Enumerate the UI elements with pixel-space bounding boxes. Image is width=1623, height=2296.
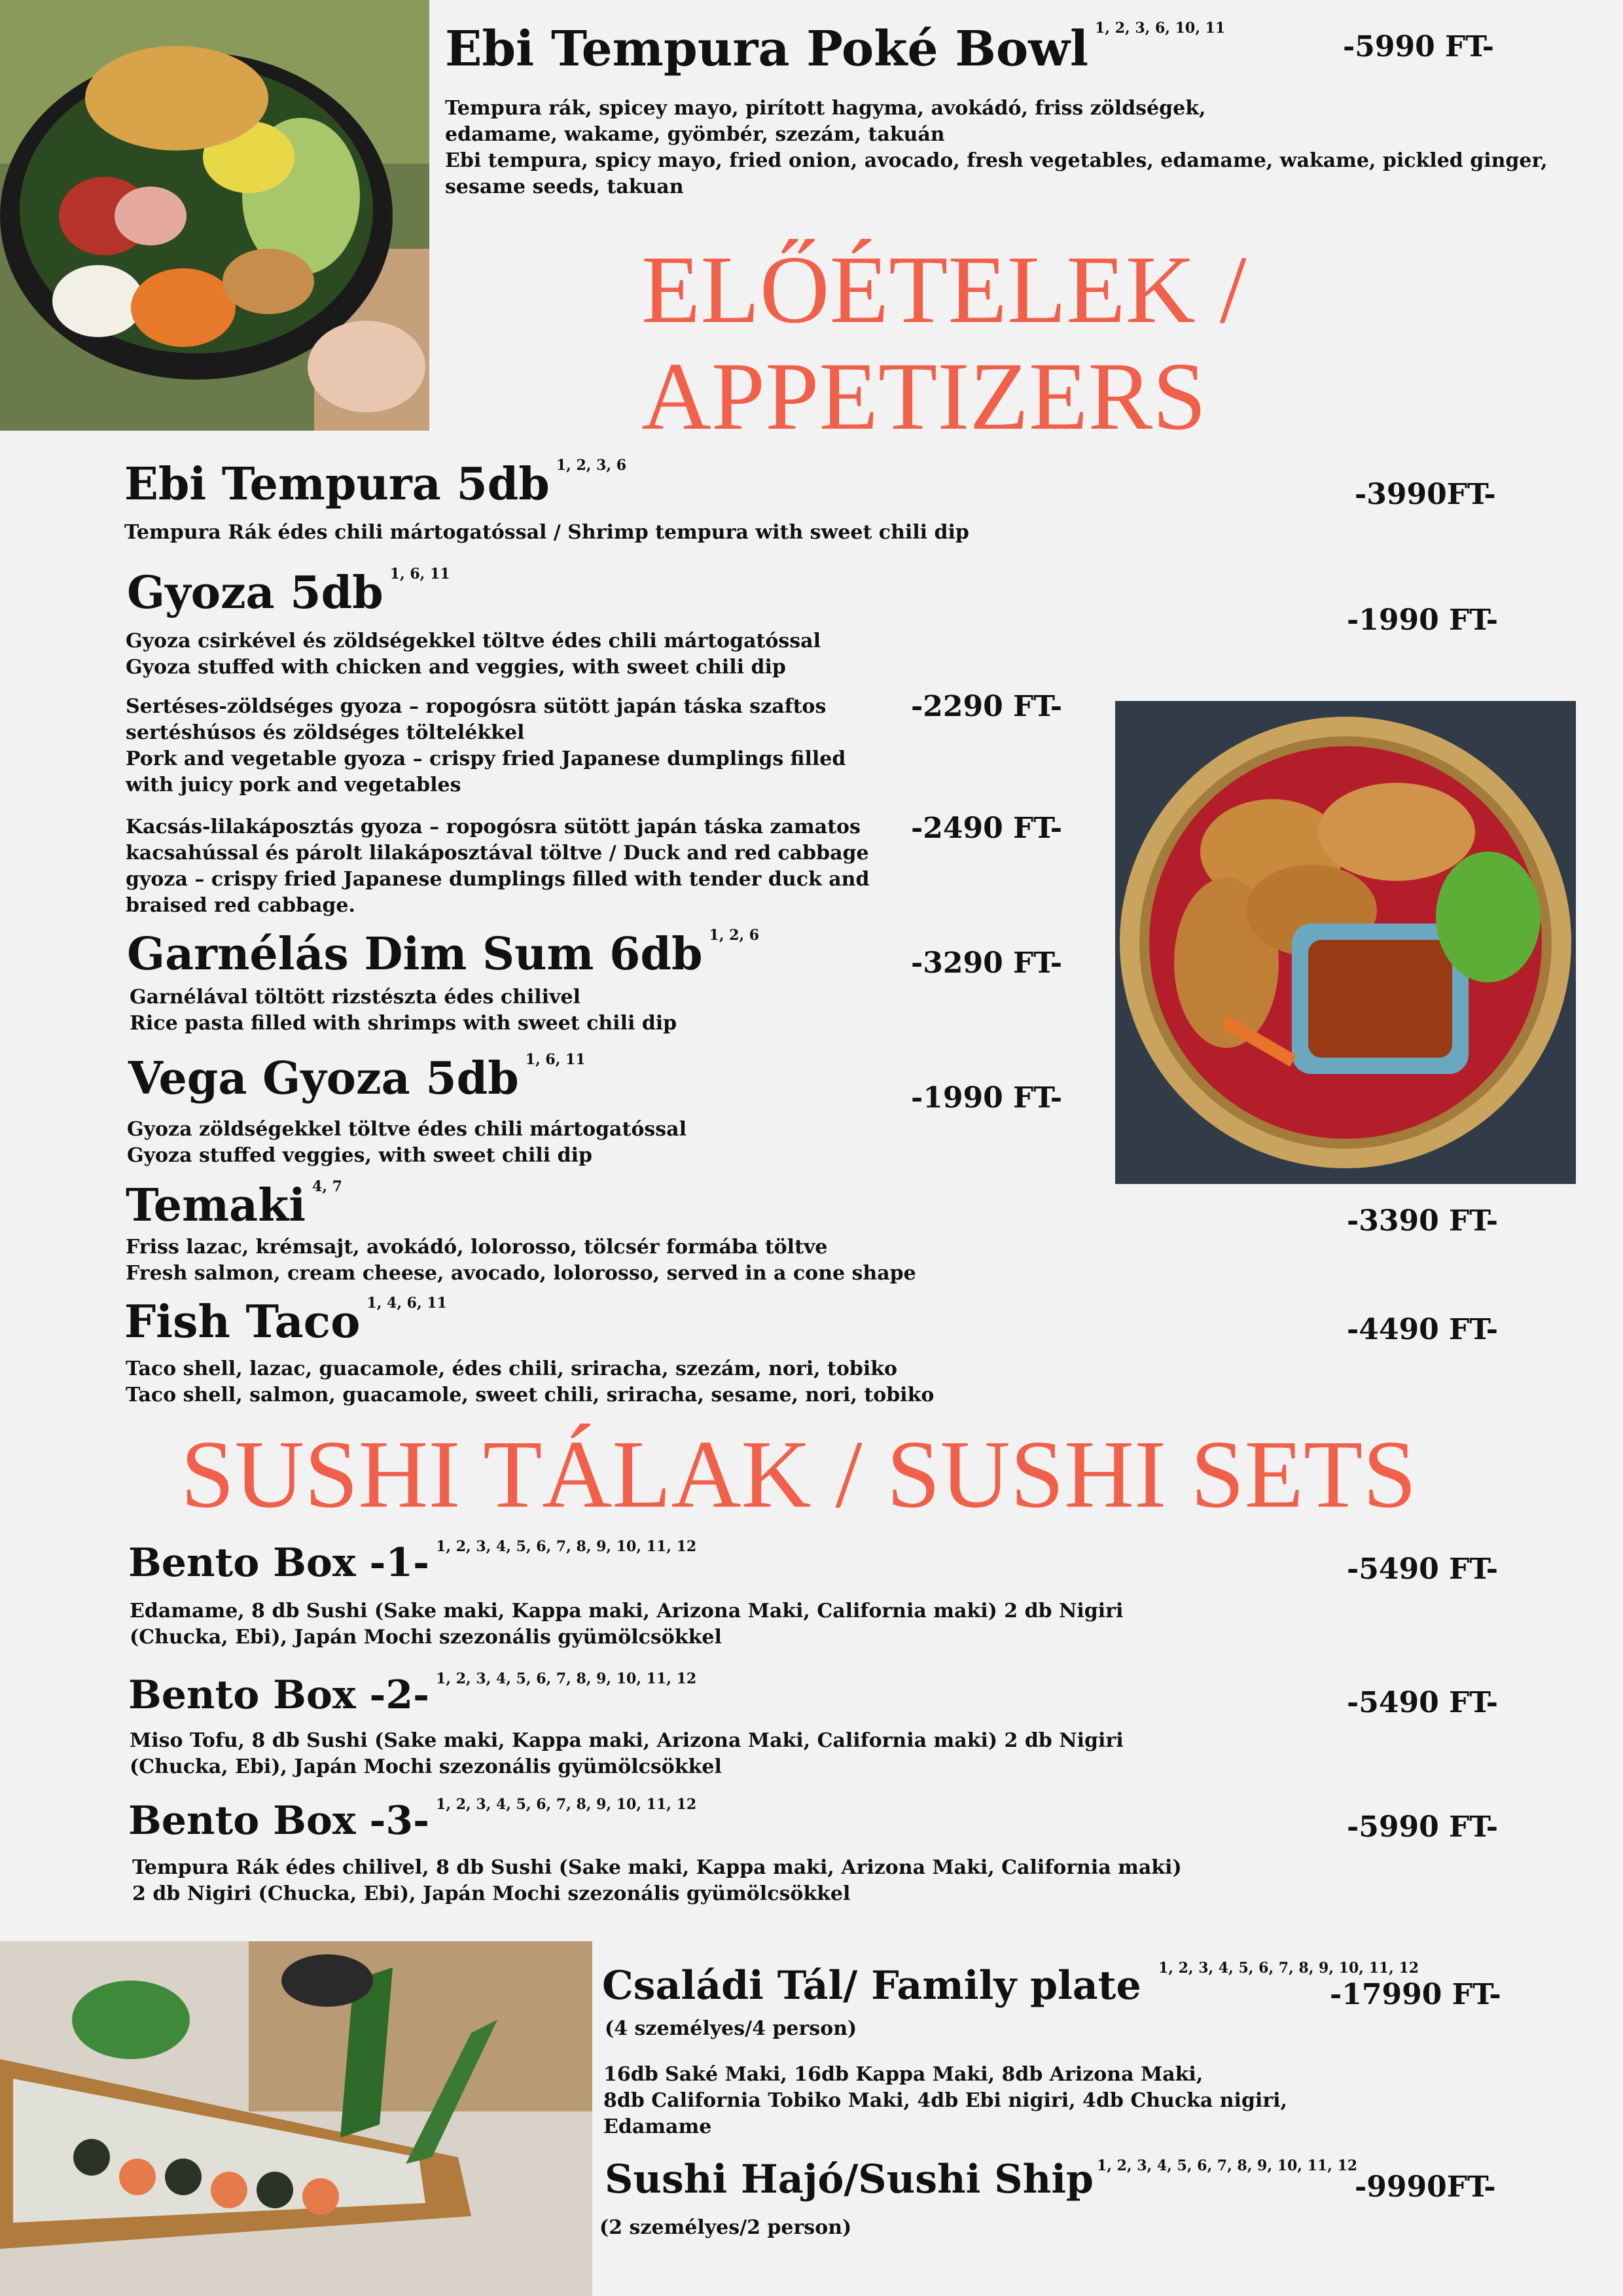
item-title: Garnélás Dim Sum 6db $^{1, 2, 6}$ xyxy=(127,927,760,980)
item-description: Garnélával töltött rizstészta édes chilivel Rice pasta filled with shrimps with sweet chili dip xyxy=(130,986,677,1035)
allergen-codes: 1, 2, 3, 4, 5, 6, 7, 8, 9, 10, 11, 12 xyxy=(436,1670,697,1687)
gyoza-photo xyxy=(1115,701,1576,1184)
item-description: 16db Saké Maki, 16db Kappa Maki, 8db Arizona Maki, 8db California Tobiko Maki, 4db Ebi nigiri, 4db Chucka nigiri, Edamame xyxy=(603,2063,1287,2138)
serving-note: (4 személyes/4 person) xyxy=(605,2017,857,2040)
item-price: -3990FT- xyxy=(1355,478,1496,511)
item-title: Gyoza 5db $^{1, 6, 11}$ xyxy=(127,565,450,619)
poke-bowl-item xyxy=(445,20,1226,77)
allergen-codes: 1, 6, 11 xyxy=(389,565,450,583)
section-heading-appetizers: ELŐÉTELEK / APPETIZERS xyxy=(641,236,1247,450)
serving-note: (2 személyes/2 person) xyxy=(599,2216,852,2239)
item-description: Tempura Rák édes chili mártogatóssal / Shrimp tempura with sweet chili dip xyxy=(124,521,969,544)
item-price: -5490 FT- xyxy=(1347,1686,1498,1719)
item-title: Bento Box -1- $^{1, 2, 3, 4, 5, 6, 7, 8, 9, 10, 11, 12}$ xyxy=(128,1538,697,1586)
item-price: -1990 FT- xyxy=(1347,603,1498,637)
item-description: Gyoza csirkével és zöldségekkel töltve édes chili mártogatóssal Gyoza stuffed with chicken and veggies, with sweet chili dip xyxy=(126,630,821,679)
item-price: -3290 FT- xyxy=(911,946,1062,980)
item-title: Ebi Tempura Poké Bowl $^{1, 2, 3, 6, 10, 11}$ xyxy=(445,20,1226,77)
section-heading-sushi-sets: SUSHI TÁLAK / SUSHI SETS xyxy=(181,1421,1417,1528)
item-title: Családi Tál/ Family plate xyxy=(602,1963,1141,2009)
item-price: -1990 FT- xyxy=(911,1081,1062,1115)
sushi-boat-photo xyxy=(0,1941,592,2296)
item-price: -2490 FT- xyxy=(911,812,1062,845)
item-description: Tempura rák, spicey mayo, pirított hagyma, avokádó, friss zöldségek, edamame, wakame, gyömbér, szezám, takuán Ebi tempura, spicy mayo, fried onion, avocado, fresh vegetables, edamame, wakame, pickled ginger, sesame seeds, takuan xyxy=(445,97,1548,198)
item-description: Edamame, 8 db Sushi (Sake maki, Kappa maki, Arizona Maki, California maki) 2 db Nigiri (Chucka, Ebi), Japán Mochi szezonális gyümölcsökkel xyxy=(130,1600,1124,1649)
item-title: Sushi Hajó/Sushi Ship xyxy=(605,2157,1094,2202)
allergen-codes: 1, 2, 3, 6 xyxy=(556,457,627,474)
allergen-codes: 1, 6, 11 xyxy=(525,1051,586,1068)
item-title: Temaki $^{4, 7}$ xyxy=(126,1178,342,1232)
item-description: Kacsás-lilakáposztás gyoza – ropogósra sütött japán táska zamatos kacsahússal és párolt lilakáposztával töltve / Duck and red cabbage gyoza – crispy fried Japanese dumplings filled with tender duck and braised red cabbage. xyxy=(126,816,870,917)
allergen-codes: 1, 2, 6 xyxy=(709,927,760,944)
allergen-codes: 1, 2, 3, 4, 5, 6, 7, 8, 9, 10, 11, 12 xyxy=(436,1796,697,1813)
allergen-codes: 4, 7 xyxy=(312,1178,342,1195)
item-title: Vega Gyoza 5db $^{1, 6, 11}$ xyxy=(128,1051,586,1105)
item-title: Bento Box -3- $^{1, 2, 3, 4, 5, 6, 7, 8, 9, 10, 11, 12}$ xyxy=(128,1796,697,1844)
item-description: Taco shell, lazac, guacamole, édes chili, sriracha, szezám, nori, tobiko Taco shell, salmon, guacamole, sweet chili, sriracha, sesame, nori, tobiko xyxy=(126,1357,935,1407)
item-price: -5990 FT- xyxy=(1343,30,1494,63)
item-price: -5990 FT- xyxy=(1347,1810,1498,1844)
item-description: Gyoza zöldségekkel töltve édes chili mártogatóssal Gyoza stuffed veggies, with sweet chili dip xyxy=(127,1118,687,1167)
allergen-codes: 1, 2, 3, 4, 5, 6, 7, 8, 9, 10, 11, 12 xyxy=(1158,1960,1419,1977)
item-price: -17990 FT- xyxy=(1330,1978,1501,2011)
item-title: Bento Box -2- $^{1, 2, 3, 4, 5, 6, 7, 8, 9, 10, 11, 12}$ xyxy=(128,1670,697,1718)
item-price: -5490 FT- xyxy=(1347,1552,1498,1586)
item-price: -3390 FT- xyxy=(1347,1204,1498,1238)
item-description: Miso Tofu, 8 db Sushi (Sake maki, Kappa maki, Arizona Maki, California maki) 2 db Nigiri (Chucka, Ebi), Japán Mochi szezonális gyümölcsökkel xyxy=(130,1729,1124,1778)
poke-bowl-photo xyxy=(0,0,429,431)
item-description: Tempura Rák édes chilivel, 8 db Sushi (Sake maki, Kappa maki, Arizona Maki, California maki) 2 db Nigiri (Chucka, Ebi), Japán Mochi szezonális gyümölcsökkel xyxy=(132,1856,1182,1905)
item-price: -9990FT- xyxy=(1355,2170,1496,2204)
allergen-codes: 1, 2, 3, 4, 5, 6, 7, 8, 9, 10, 11, 12 xyxy=(1097,2157,1358,2174)
item-title: Fish Taco $^{1, 4, 6, 11}$ xyxy=(124,1295,447,1348)
item-price: -4490 FT- xyxy=(1347,1313,1498,1346)
item-title: Ebi Tempura 5db $^{1, 2, 3, 6}$ xyxy=(124,457,627,511)
allergen-codes: 1, 2, 3, 4, 5, 6, 7, 8, 9, 10, 11, 12 xyxy=(436,1538,697,1555)
item-description: Friss lazac, krémsajt, avokádó, lolorosso, tölcsér formába töltve Fresh salmon, cream cheese, avocado, lolorosso, served in a cone shape xyxy=(126,1236,916,1285)
item-description: Sertéses-zöldséges gyoza – ropogósra sütött japán táska szaftos sertéshúsos és zöldséges töltelékkel Pork and vegetable gyoza – crispy fried Japanese dumplings filled with juicy pork and vegetables xyxy=(126,695,846,797)
item-price: -2290 FT- xyxy=(911,690,1062,723)
allergen-codes: 1, 4, 6, 11 xyxy=(366,1295,447,1312)
allergen-codes: 1, 2, 3, 6, 10, 11 xyxy=(1095,20,1226,37)
